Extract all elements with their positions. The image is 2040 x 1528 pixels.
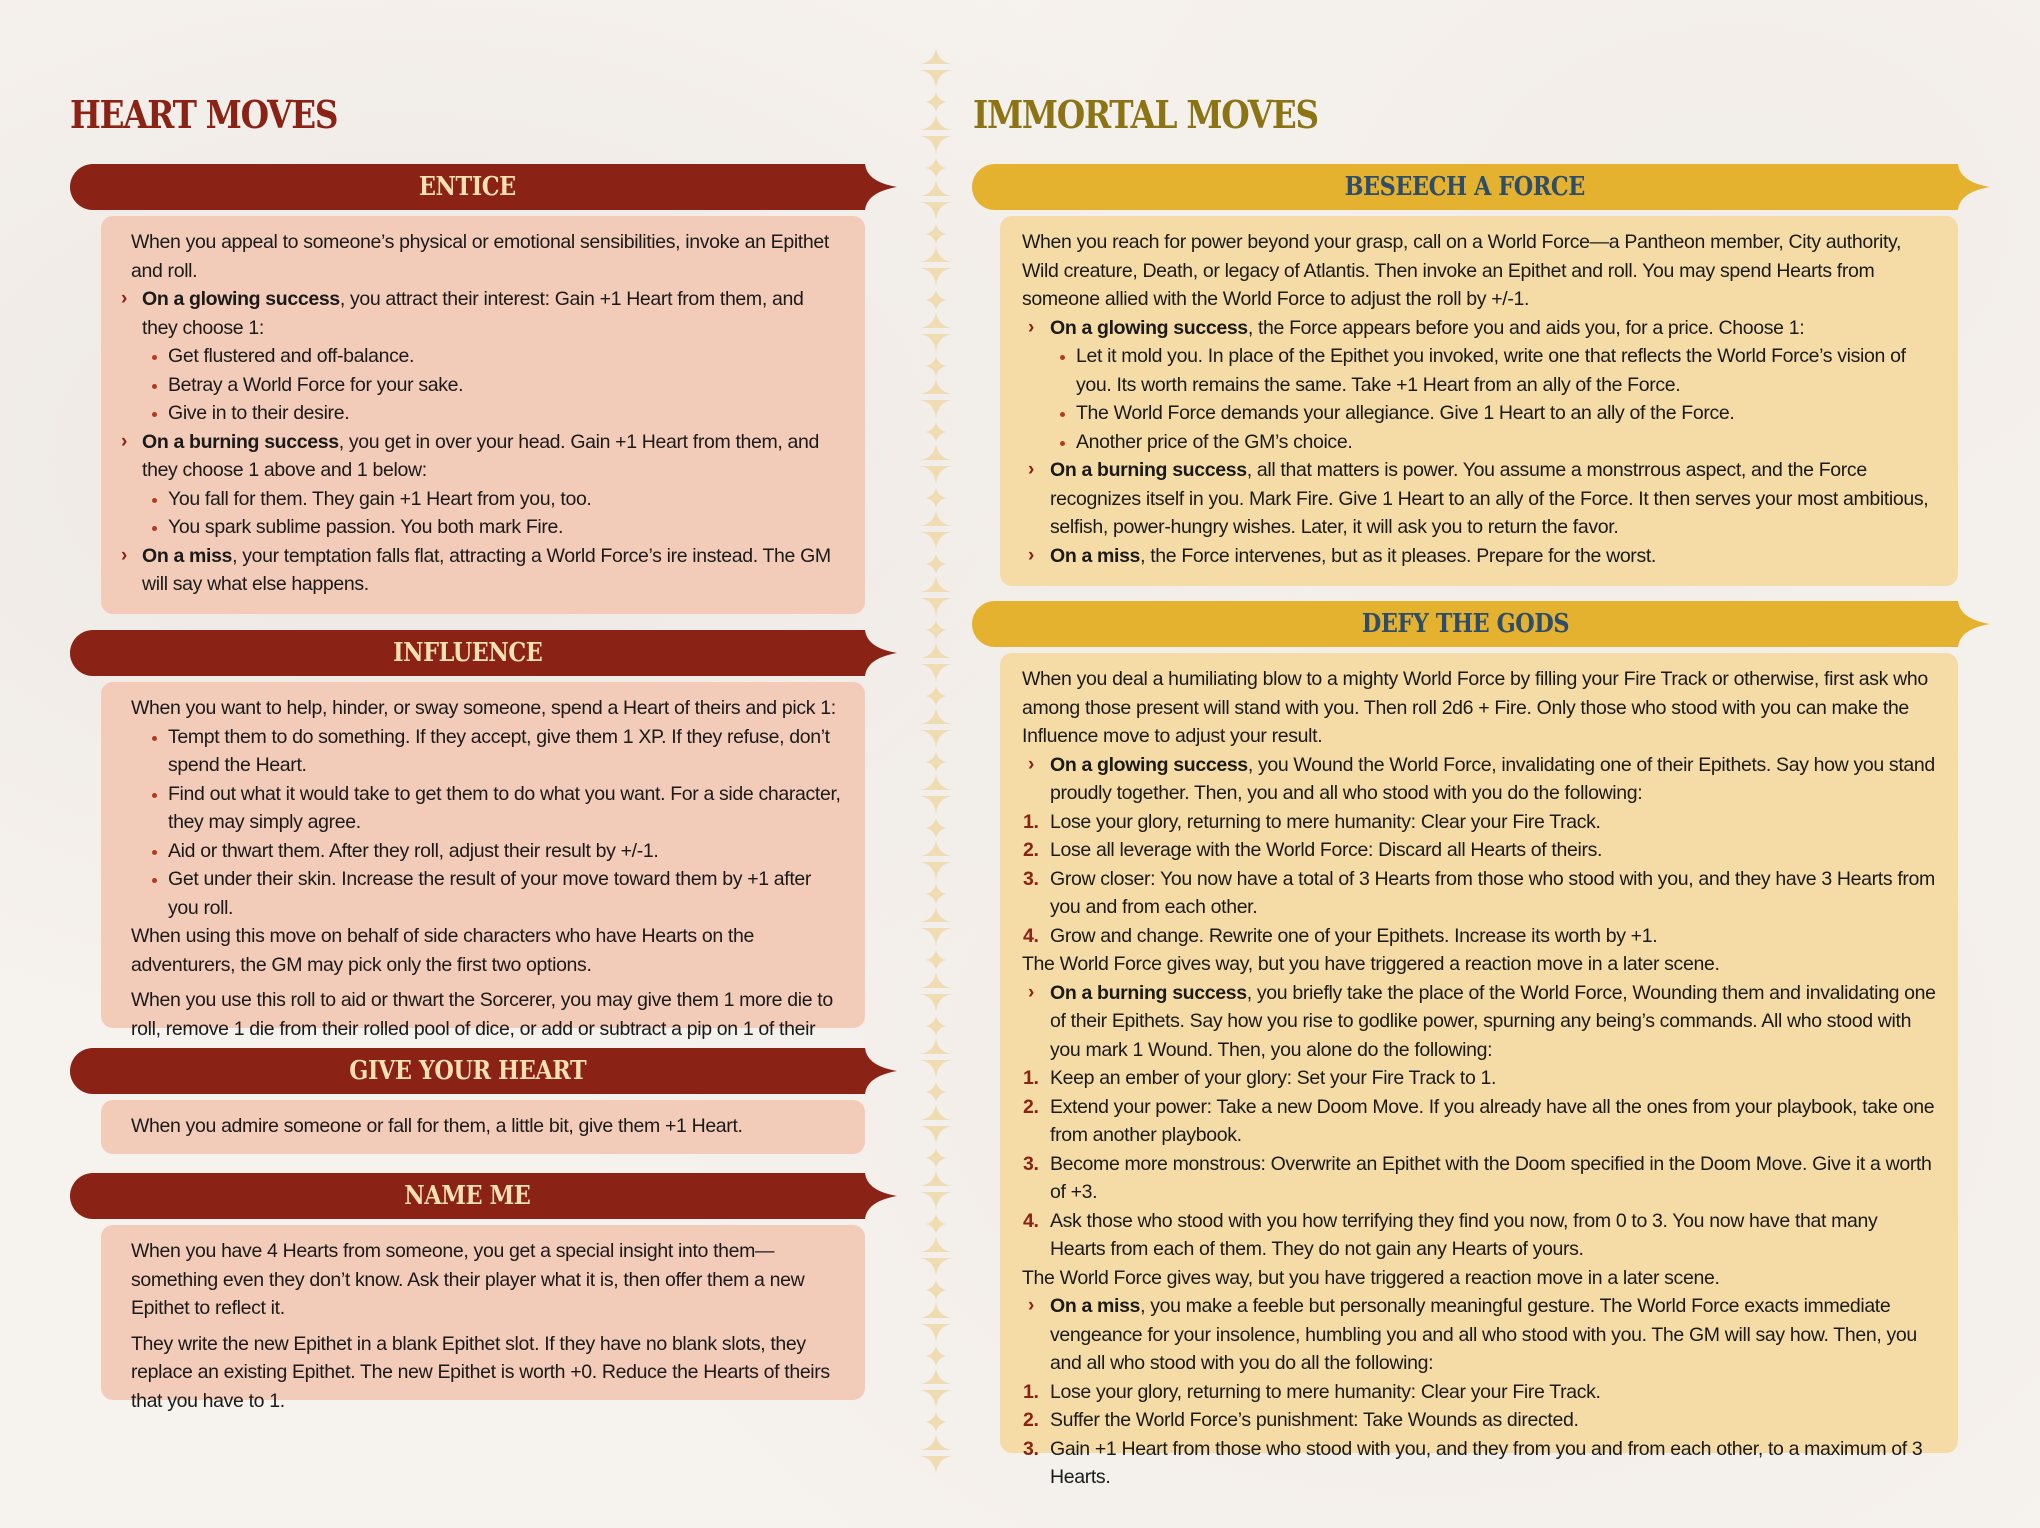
- outcome-label: On a burning success: [1050, 981, 1247, 1004]
- divider-ornament-piece: [920, 774, 952, 790]
- divider-ornament-piece: [926, 1412, 946, 1432]
- divider-ornament-piece: [920, 972, 952, 988]
- step-list: [1022, 808, 1936, 951]
- move-title: NAME ME: [404, 1181, 531, 1211]
- step-text: Gain +1 Heart from those who stood with you, and they from you and from each other, to a maximum of 3 Hearts.: [1050, 1437, 1923, 1488]
- outcome-text: , you attract their interest: Gain +1 Heart from them, and they choose 1:: [142, 288, 804, 339]
- outcome-text: , you briefly take the place of the World Force, Wounding them and invalidating one of their Epithets. Say how you rise to godlike power, spurning any being’s commands. All who stood with you mark 1 Wound. Then, you alone do the following:: [1050, 981, 1936, 1061]
- outcome-label: On a glowing success: [1050, 316, 1248, 339]
- step-text: Ask those who stood with you how terrifying they find you now, from 0 to 3. You now have that many Hearts from each of them. They do not gain any Hearts of yours.: [1050, 1209, 1878, 1260]
- step-text: Suffer the World Force’s punishment: Take Wounds as directed.: [1050, 1409, 1579, 1431]
- move-body: [1000, 653, 1958, 1488]
- divider-ornament-piece: [920, 466, 952, 484]
- step-item: [1023, 1435, 1936, 1492]
- step-text: Lose your glory, returning to mere humanity: Clear your Fire Track.: [1050, 1380, 1601, 1403]
- outcome-miss: [1022, 1292, 1936, 1378]
- option-item: Get flustered and off-balance.: [168, 342, 843, 371]
- divider-ornament-piece: [920, 1104, 952, 1120]
- move-title: DEFY THE GODS: [1361, 609, 1569, 639]
- divider-ornament-piece: [926, 1280, 946, 1300]
- divider-ornament-piece: [926, 1148, 946, 1168]
- divider-ornament-piece: [920, 246, 952, 262]
- divider-ornament-piece: [920, 1060, 952, 1078]
- divider-ornament-piece: [926, 356, 946, 376]
- divider-ornament-piece: [926, 752, 946, 772]
- divider-ornament-piece: [920, 444, 952, 460]
- divider-ornament-piece: [920, 114, 952, 130]
- step-number: 4.: [1023, 924, 1039, 947]
- option-list: [131, 723, 843, 923]
- divider-ornament-piece: [920, 840, 952, 856]
- move-note: They write the new Epithet in a blank Epithet slot. If they have no blank slots, they replace an existing Epithet. The new Epithet is worth +0. Reduce the Hearts of theirs that you have to 1.: [131, 1332, 830, 1412]
- divider-ornament-piece: [920, 202, 952, 220]
- move-title: BESEECH A FORCE: [1344, 172, 1586, 202]
- move-title: INFLUENCE: [392, 638, 543, 668]
- divider-ornament-piece: [920, 1324, 952, 1342]
- option-list: [131, 342, 843, 428]
- step-number: 1.: [1023, 1380, 1039, 1403]
- divider-ornament-piece: [920, 598, 952, 616]
- option-item: Aid or thwart them. After they roll, adjust their result by +/-1.: [168, 837, 843, 866]
- step-number: 3.: [1023, 1437, 1039, 1460]
- divider-ornament-piece: [926, 1214, 946, 1234]
- step-item: [1023, 836, 1936, 865]
- divider-ornament-piece: [920, 1434, 952, 1450]
- outcome-miss: [1022, 542, 1936, 571]
- ornamental-divider: [918, 48, 954, 1480]
- move-intro: When you reach for power beyond your grasp, call on a World Force—a Pantheon member, City authority, Wild creature, Death, or legacy of Atlantis. Then invoke an Epithet and roll. You may spend Hearts from someone allied with the World Force to adjust the roll by +/-1.: [1022, 231, 1902, 310]
- move-intro: When you deal a humiliating blow to a mighty World Force by filling your Fire Track or otherwise, first ask who among those present will stand with you. Then roll 2d6 + Fire. Only those who stood with you can make the Influence move to adjust your result.: [1022, 668, 1928, 747]
- outcome-label: On a miss: [1050, 1295, 1141, 1317]
- move-body: [1000, 216, 1958, 586]
- step-number: 2.: [1023, 1409, 1039, 1431]
- divider-ornament-piece: [926, 224, 946, 244]
- option-list: [131, 485, 843, 542]
- banner-tip-icon: [1958, 601, 1990, 647]
- divider-ornament-piece: [926, 1346, 946, 1366]
- step-number: 4.: [1023, 1209, 1039, 1232]
- divider-ornament-piece: [926, 620, 946, 640]
- divider-ornament-piece: [920, 1170, 952, 1186]
- divider-ornament-piece: [920, 642, 952, 658]
- step-item: [1023, 1378, 1936, 1407]
- divider-ornament-piece: [920, 268, 952, 286]
- banner-tip-icon: [865, 1173, 897, 1219]
- move-body: [101, 682, 865, 1040]
- outcome-text: , you get in over your head. Gain +1 Heart from them, and they choose 1 above and 1 below:: [142, 430, 820, 481]
- divider-ornament-piece: [926, 1016, 946, 1036]
- step-text: Lose all leverage with the World Force: Discard all Hearts of theirs.: [1050, 839, 1603, 861]
- step-item: [1023, 1093, 1936, 1150]
- divider-ornament-piece: [920, 928, 952, 946]
- divider-ornament-piece: [926, 686, 946, 706]
- divider-ornament-piece: [920, 48, 952, 64]
- step-list: [1022, 1378, 1936, 1492]
- step-text: Lose your glory, returning to mere humanity: Clear your Fire Track.: [1050, 810, 1601, 833]
- divider-ornament-piece: [920, 70, 952, 88]
- outcome-text: , the Force intervenes, but as it pleases. Prepare for the worst.: [1140, 544, 1656, 567]
- chevron-right-icon: ›: [121, 544, 127, 566]
- outcome-burning: [1022, 456, 1936, 542]
- divider-ornament-piece: [920, 312, 952, 328]
- chevron-right-icon: ›: [1028, 316, 1034, 338]
- step-number: 3.: [1023, 867, 1039, 890]
- option-item: You fall for them. They gain +1 Heart from you, too.: [168, 485, 843, 514]
- step-item: [1023, 922, 1936, 951]
- outcome-text: , all that matters is power. You assume a monstrrous aspect, and the Force recognizes itself in you. Mark Fire. Give 1 Heart to an ally of the Force. It then serves your most ambitious, selfish, power-hungry wishes. Later, it will ask you to return the favor.: [1050, 459, 1929, 538]
- step-item: [1023, 865, 1936, 922]
- chevron-right-icon: ›: [121, 288, 127, 309]
- outcome-burning: [121, 428, 843, 485]
- outcome-label: On a burning success: [142, 430, 339, 453]
- divider-ornament-piece: [920, 334, 952, 352]
- banner-tip-icon: [865, 1048, 897, 1094]
- divider-ornament-piece: [920, 400, 952, 418]
- section-title-immortal-moves: IMMORTAL MOVES: [973, 92, 1318, 137]
- divider-ornament-piece: [920, 136, 952, 154]
- outcome-text: , the Force appears before you and aids you, for a price. Choose 1:: [1247, 316, 1805, 339]
- move-banner: [70, 630, 865, 676]
- step-item: [1023, 808, 1936, 837]
- move-intro: When you appeal to someone’s physical or emotional sensibilities, invoke an Epithet and roll.: [131, 231, 829, 282]
- divider-ornament-piece: [920, 664, 952, 682]
- divider-ornament-piece: [920, 1236, 952, 1252]
- banner-tip-icon: [865, 630, 897, 676]
- outcome-glowing: [1022, 751, 1936, 808]
- divider-ornament-piece: [926, 554, 946, 574]
- chevron-right-icon: ›: [1028, 544, 1034, 566]
- move-body: [101, 1100, 865, 1154]
- divider-ornament-piece: [926, 950, 946, 970]
- divider-ornament-piece: [920, 708, 952, 724]
- step-number: 1.: [1023, 810, 1039, 833]
- move-banner: [70, 1173, 865, 1219]
- divider-ornament-piece: [920, 1302, 952, 1318]
- option-item: You spark sublime passion. You both mark Fire.: [168, 513, 843, 542]
- divider-ornament-piece: [920, 180, 952, 196]
- move-intro: When you admire someone or fall for them, a little bit, give them +1 Heart.: [131, 1115, 743, 1137]
- divider-ornament-piece: [926, 158, 946, 178]
- divider-ornament-piece: [920, 1126, 952, 1144]
- divider-ornament-piece: [920, 378, 952, 394]
- option-item: Give in to their desire.: [168, 399, 843, 428]
- option-item: The World Force demands your allegiance. Give 1 Heart to an ally of the Force.: [1076, 399, 1936, 428]
- step-text: Grow and change. Rewrite one of your Epithets. Increase its worth by +1.: [1050, 924, 1658, 947]
- step-item: [1023, 1064, 1936, 1093]
- move-banner: [70, 1048, 865, 1094]
- divider-ornament-piece: [920, 796, 952, 814]
- chevron-right-icon: ›: [1028, 753, 1034, 775]
- divider-ornament-piece: [920, 1038, 952, 1054]
- divider-ornament-piece: [920, 906, 952, 922]
- step-text: Extend your power: Take a new Doom Move. If you already have all the ones from your playbook, take one from another playbook.: [1050, 1095, 1935, 1146]
- divider-ornament-piece: [920, 862, 952, 880]
- step-number: 2.: [1023, 1095, 1039, 1118]
- option-item: Another price of the GM’s choice.: [1076, 428, 1936, 457]
- option-item: Tempt them to do something. If they accept, give them 1 XP. If they refuse, don’t spend the Heart.: [168, 723, 843, 780]
- divider-ornament-piece: [920, 1258, 952, 1276]
- step-number: 2.: [1023, 839, 1039, 861]
- outcome-text: , you Wound the World Force, invalidating one of their Epithets. Say how you stand proudly together. Then, you and all who stood with you do the following:: [1050, 753, 1935, 804]
- step-text: Become more monstrous: Overwrite an Epithet with the Doom specified in the Doom Move. Give it a worth of +3.: [1050, 1152, 1932, 1203]
- step-item: [1023, 1150, 1936, 1207]
- divider-ornament-piece: [926, 488, 946, 508]
- chevron-right-icon: ›: [121, 430, 127, 452]
- outcome-label: On a miss: [142, 544, 233, 567]
- move-banner: [972, 601, 1958, 647]
- move-note: When using this move on behalf of side characters who have Hearts on the adventurers, the GM may pick only the first two options.: [131, 925, 754, 976]
- step-number: 1.: [1023, 1067, 1039, 1089]
- outcome-after: The World Force gives way, but you have triggered a reaction move in a later scene.: [1022, 953, 1720, 975]
- option-item: Betray a World Force for your sake.: [168, 371, 843, 400]
- chevron-right-icon: ›: [1028, 459, 1034, 480]
- outcome-glowing: [1022, 314, 1936, 343]
- outcome-miss: [121, 542, 843, 599]
- outcome-after: The World Force gives way, but you have triggered a reaction move in a later scene.: [1022, 1266, 1720, 1289]
- outcome-text: , you make a feeble but personally meaningful gesture. The World Force exacts immediate vengeance for your insolence, humbling you and all who stood with you. The GM will say how. Then, you and all who stood with you do all the following:: [1050, 1295, 1917, 1374]
- move-banner: [70, 164, 865, 210]
- divider-ornament-piece: [920, 1368, 952, 1384]
- move-intro: When you have 4 Hearts from someone, you get a special insight into them—something even they don’t know. Ask their player what it is, then offer them a new Epithet to reflect it.: [131, 1240, 805, 1319]
- step-number: 3.: [1023, 1152, 1039, 1175]
- divider-ornament-piece: [920, 1192, 952, 1210]
- divider-ornament-piece: [920, 994, 952, 1012]
- chevron-right-icon: ›: [1028, 1295, 1034, 1316]
- divider-ornament-piece: [920, 576, 952, 592]
- divider-ornament-piece: [926, 818, 946, 838]
- step-text: Keep an ember of your glory: Set your Fire Track to 1.: [1050, 1067, 1497, 1089]
- divider-ornament-piece: [920, 1390, 952, 1408]
- outcome-burning: [1022, 979, 1936, 1065]
- step-item: [1023, 1207, 1936, 1264]
- divider-ornament-piece: [926, 1082, 946, 1102]
- chevron-right-icon: ›: [1028, 981, 1034, 1003]
- option-item: Let it mold you. In place of the Epithet you invoked, write one that reflects the World Force’s vision of you. Its worth remains the same. Take +1 Heart from an ally of the Force.: [1076, 342, 1936, 399]
- move-title: GIVE YOUR HEART: [349, 1056, 586, 1086]
- divider-ornament-piece: [926, 290, 946, 310]
- step-item: [1023, 1406, 1936, 1435]
- move-body: [101, 216, 865, 614]
- divider-ornament-piece: [926, 422, 946, 442]
- move-body: [101, 1225, 865, 1412]
- outcome-label: On a glowing success: [142, 288, 340, 310]
- outcome-label: On a burning success: [1050, 459, 1247, 481]
- step-list: [1022, 1064, 1936, 1264]
- divider-ornament-piece: [920, 510, 952, 526]
- move-note: When you use this roll to aid or thwart the Sorcerer, you may give them 1 more die to roll, remove 1 die from their rolled pool of dice, or add or subtract a pip on 1 of their: [131, 989, 833, 1040]
- outcome-label: On a glowing success: [1050, 753, 1248, 776]
- outcome-text: , your temptation falls flat, attracting a World Force’s ire instead. The GM will say what else happens.: [142, 544, 831, 595]
- section-title-heart-moves: HEART MOVES: [70, 92, 338, 137]
- banner-tip-icon: [1958, 164, 1990, 210]
- move-intro: When you want to help, hinder, or sway someone, spend a Heart of theirs and pick 1:: [131, 697, 836, 719]
- option-list: [1022, 342, 1936, 456]
- step-text: Grow closer: You now have a total of 3 Hearts from those who stood with you, and they have 3 Hearts from you and from each other.: [1050, 867, 1935, 918]
- outcome-label: On a miss: [1050, 544, 1141, 567]
- outcome-glowing: [121, 285, 843, 342]
- divider-ornament-piece: [926, 92, 946, 112]
- divider-ornament-piece: [920, 532, 952, 550]
- divider-ornament-piece: [920, 730, 952, 748]
- option-item: Get under their skin. Increase the result of your move toward them by +1 after you roll.: [168, 865, 843, 922]
- divider-ornament-piece: [926, 884, 946, 904]
- option-item: Find out what it would take to get them to do what you want. For a side character, they may simply agree.: [168, 780, 843, 837]
- move-title: ENTICE: [419, 172, 516, 202]
- move-banner: [972, 164, 1958, 210]
- divider-ornament-piece: [920, 1456, 952, 1474]
- banner-tip-icon: [865, 164, 897, 210]
